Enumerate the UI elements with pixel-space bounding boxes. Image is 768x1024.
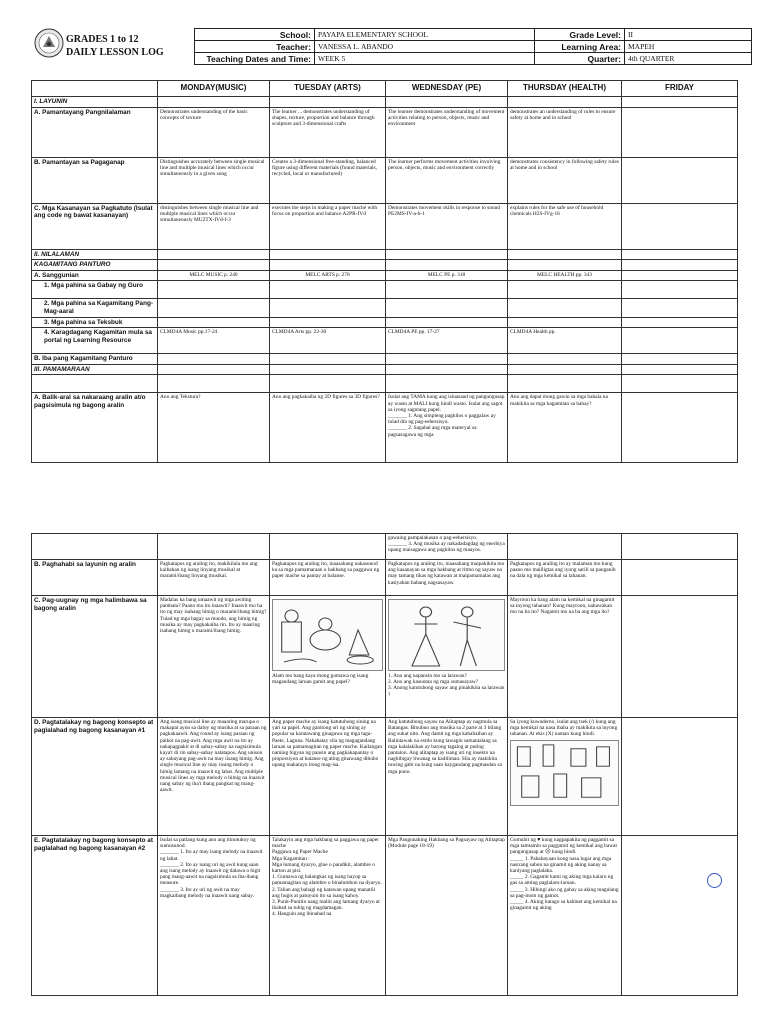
cell-balik-tue: Ano ang pagkakaiba ng 2D figures sa 3D figures? — [270, 393, 386, 463]
section-layunin: I. LAYUNIN — [32, 97, 158, 108]
cell-b-thu: demonstrates consistency in following safety rules at home and in school — [508, 157, 622, 203]
corner-cell — [32, 81, 158, 97]
cell-balik-wed: Isulat ang TAMA kung ang isinasaad ng pangungusap ay wasto at MALI kung hindi wasto. Isulat ang sagot sa iyong sagutang papel. _______ 1. Ang simpleng pagkilos o paggalaw ay tulad din ng pag-eehersisyo. _______ 2. Sagabal ang mga materyal sa pagsasagawa ng mga — [386, 393, 508, 463]
teacher-value: VANESSA L. ABANDO — [315, 41, 535, 53]
row-b-label: B. Pamantayan sa Pagaganap — [32, 157, 158, 203]
cell-sang-mon: MELC MUSIC p. 240 — [158, 270, 270, 281]
cell-paguugnay-wed: 1. Ano ang napansin mo sa larawan? 2. Ano ang kasuotan ng mga sumasayaw? 3. Anong katutubong sayaw ang pinakikita sa larawan ? — [388, 673, 505, 698]
cell-r4-mon: CLMD4A Music pp.17-24 — [158, 328, 270, 354]
lesson-log-table-page1 — [31, 80, 738, 463]
cell-paghahabi-thu: Pagkatapos ng araling ito ay malaman mo kung paano mo maiiligtas ang iyong sarili sa panganib na dala ng mga kemikal sa tahanan. — [508, 560, 622, 596]
cell-b-wed: The learner performs movement activities involving person, objects, music and environment correctly — [386, 157, 508, 203]
cell-paguugnay-tue: Alam mo bang kaya mong gumawa ng isang magandang laruan gamit ang papel? — [272, 673, 369, 686]
cell-e-mon: Isulat sa patlang kung ano ang itinutukoy ng sumusunod. _______ 1. Ito ay may isang melody na inaawit ng lahat. _______ 2. Ito ay isang uri ng awit kung saan ang isang melody ay inaawit ng dalawa o higit pang mang-aawit na nagsisimula sa iba-ibang measure. _______ 3. Ito ay uri ng awit na may magkaibang melody na inaawit nang sabay. — [158, 836, 270, 996]
document-title — [66, 33, 164, 59]
area-value: MAPEH — [625, 41, 752, 53]
cell-sang-fri — [622, 270, 738, 281]
cell-e-tue: Talakayin ang mga hakbang sa paggawa ng paper mache Paggawa ng Paper Mache Mga Kagamitan : Mga lumang dyaryo, glue o pandikit, alambre o karton at pisi. 1. Gumawa ng balangkas ng isang hayop sa pamamagitan ng alambre o binalumbon na dyaryo. 2. Talian ang bahagi ng katawan upang manatili ang hugis at patuyuin ito sa isang kahoy. 3. Punit-Punitin nang maliit ang lamang dyaryo at ibabad sa tubig ng magdamagan. 4. Hanguin ang ibinabad na — [270, 836, 386, 996]
alitaptap-dancers-image — [388, 599, 505, 671]
school-value: PAYAPA ELEMENTARY SCHOOL — [315, 29, 535, 41]
household-chemicals-image — [510, 740, 619, 806]
cell-a-mon: Demonstrates understanding of the basic concepts of texture — [158, 107, 270, 157]
cell-paghahabi-fri — [622, 560, 738, 596]
row-d-label: D. Pagtatalakay ng bagong konsepto at paglalahad ng bagong kasanayan #1 — [32, 718, 158, 836]
cell-paguugnay-mon: Madalas ka bang umaawit ng mga awiting pambata? Paano mo ito inaawit? Inaawit mo ba ito ng may isahang himig o marami/ibang himig? Tulad ng mga bagay sa mundo, ang himig ng musika ay may pagkakaiba rin. Ito ay maaring isahang himig o marami/ibang himig. — [158, 596, 270, 718]
cell-e-fri — [622, 836, 738, 996]
quarter-label: Quarter: — [535, 53, 625, 65]
cell-d-tue: Ang paper mache ay isang katutubong sining na yari sa papel. Ang ganitong uri ng sining ay popular sa karatawang ginagawa ng mga taga-Paete, Laguna. Nakabatay sila ng magagandang laruan sa pamamagitan ng paper mache. Kailangan naming bigyan ng pansin ang pagkakapantay o proporsiyon at balanse ng ating ginawang dibuho upang makatayo itong mag-isa. — [270, 718, 386, 836]
annotation-circle-icon — [707, 873, 722, 888]
title-line-2: DAILY LESSON LOG — [66, 47, 164, 58]
cell-r4-wed: CLMD4A PE pp. 17-27 — [386, 328, 508, 354]
cell-paghahabi-mon: Pagkatapos ng araling ito, makikilala mo ang kaibahan ng isang linyang musikal at marami/ibang linyang musikal. — [158, 560, 270, 596]
cell-paguugnay-thu: Mayroon ka bang alam na kemikal na ginagamit sa inyong tahanan? Kung mayroon, nahawakan mo na ba ito? Nagamit mo na ba ang mga ito? — [508, 596, 622, 718]
cell-b-fri — [622, 157, 738, 203]
deped-seal-icon — [34, 28, 64, 58]
row-a-label: A. Pamantayang Pangnilalaman — [32, 107, 158, 157]
cell-paghahabi-wed: Pagkatapos ng araling ito, inaasahang maipakikita mo ang kasanayan sa mga hakbang at ritmo ng sayaw na may tamang tikas ng katawan at maipamamalas ang kasiyahan habang nagsasayaw. — [386, 560, 508, 596]
row-4-label: 4. Karagdagang Kagamitan mula sa portal ng Learning Resource — [32, 328, 158, 354]
cell-a-tue: The learner ... demonstrates understanding of shapes, texture, proportion and balance through sculpture and 3-dimensional crafts — [270, 107, 386, 157]
row-3-label: 3. Mga pahina sa Teksbuk — [32, 317, 158, 328]
teacher-label: Teacher: — [195, 41, 315, 53]
cell-r4-fri — [622, 328, 738, 354]
cell-c-thu: explains rules for the safe use of household chemicals H2S-IVg-16 — [508, 203, 622, 249]
paper-mache-toys-image — [272, 599, 383, 671]
header-info-table — [194, 28, 752, 65]
col-tuesday: TUESDAY (ARTS) — [270, 81, 386, 97]
dates-label: Teaching Dates and Time: — [195, 53, 315, 65]
row-1-label: 1. Mga pahina sa Gabay ng Guro — [32, 281, 158, 299]
row-e-label: E. Pagtatalakay ng bagong konsepto at paglalahad ng bagong kasanayan #2 — [32, 836, 158, 996]
grade-value: II — [625, 29, 752, 41]
grade-label: Grade Level: — [535, 29, 625, 41]
row-sanggunian-label: A. Sanggunian — [32, 270, 158, 281]
section-kagamitang: KAGAMITANG PANTURO — [32, 260, 158, 271]
cell-paghahabi-tue: Pagkatapos ng araling ito, inaasahang nakasunod ka sa mga pamamaraan o hakbang sa paggawa ng paper mache sa pantay at balanse. — [270, 560, 386, 596]
cell-sang-tue: MELC ARTS p. 278 — [270, 270, 386, 281]
cell-c-tue: executes the steps in making a paper maché with focus on proportion and balance A2PR-IVd — [270, 203, 386, 249]
cell-b-mon: Distinguishes accurately between single musical line and multiple musical lines which occur simultaneously in a given song — [158, 157, 270, 203]
col-thursday: THURSDAY (HEALTH) — [508, 81, 622, 97]
cell-cont-wed: gawaing pampalakasan o pag-eehersisyo. _______ 3. Ang musika ay nakadadagdag ng enerhiya upang maisagawa ang pagkilos ng maayos. — [386, 534, 508, 560]
col-friday: FRIDAY — [622, 81, 738, 97]
cell-sang-wed: MELC PE p. 318 — [386, 270, 508, 281]
cell-a-thu: demonstrates an understanding of rules to ensure safety at home and in school — [508, 107, 622, 157]
quarter-value: 4th QUARTER — [625, 53, 752, 65]
dates-value: WEEK 5 — [315, 53, 535, 65]
school-label: School: — [195, 29, 315, 41]
cell-e-wed: Mga Pangunahing Hakbang sa Pagsayaw ng Alitaptap (Module page 18-19) — [386, 836, 508, 996]
cell-d-mon: Ang isang musical line ay maaaring marupa o makapal ayon sa daloy ng musika at sa paraan ng pagkakaawit. Ang round ay isang paraan ng paikot na pag-awit. Ang mga awit na ito ay nakapagpakit at di sabay-sabay na nagsisimula kaya't di rin sabay-sabay natatapos. Ang unison ay sabayang pag-awit na may iisang himig. Ang single musical line ay may iisang melody o himig lamang na inaawit ng lahat. Ang multiple musical lines ay mga melody o himig na inaawit nang sabay ng iba't ibang pangkat ng mang-aawit. — [158, 718, 270, 836]
section-pamamaraan: III. PAMAMARAAN — [32, 364, 158, 375]
cell-d-fri — [622, 718, 738, 836]
cell-r4-tue: CLMD4A Arts pp. 22-30 — [270, 328, 386, 354]
col-wednesday: WEDNESDAY (PE) — [386, 81, 508, 97]
section-nilalaman: II. NILALAMAN — [32, 249, 158, 260]
cell-balik-fri — [622, 393, 738, 463]
col-monday: MONDAY(MUSIC) — [158, 81, 270, 97]
title-line-1: GRADES 1 to 12 — [66, 34, 139, 45]
cell-e-thu: Gumuhit ng ♥ kung nagpapakita ng paggamit sa mga tamtamin sa paggamit ng kemikal ang bawat pangungusap at ☹ kung hindi. _____ 1. Pababayaan kong nasa lugar ang mga nasirang sabon na ginamit ng aking nanay sa kaniyang paglalaba. _____ 2. Gagamit kami ng aking mga kalaro ng gas sa aming paglalaro-laruan. _____ 3. Hihingi ako ng gabay sa aking magulang sa pag-inom ng gamot. _____ 4. Aking itatago sa kabinet ang kemikal na ginagamit ng aking — [508, 836, 622, 996]
row-paghahabi-label: B. Paghahabi sa layunin ng aralin — [32, 560, 158, 596]
cell-c-fri — [622, 203, 738, 249]
row-balik-label: A. Balik-aral sa nakaraang aralin at/o pagsisimula ng bagong aralin — [32, 393, 158, 463]
lesson-log-table-page2 — [31, 533, 738, 996]
row-iba-label: B. Iba pang Kagamitang Panturo — [32, 354, 158, 365]
cell-balik-mon: Ano ang Tekstura? — [158, 393, 270, 463]
cell-paguugnay-fri — [622, 596, 738, 718]
cell-sang-thu: MELC HEALTH pp. 343 — [508, 270, 622, 281]
row-c-label: C. Mga Kasanayan sa Pagkatuto (Isulat ang code ng bawat kasanayan) — [32, 203, 158, 249]
row-2-label: 2. Mga pahina sa Kagamitang Pang-Mag-aaral — [32, 299, 158, 317]
cell-a-wed: The learner demonstrates understanding of movement activities relating to person, objects, music and environment — [386, 107, 508, 157]
cell-balik-thu: Ano ang dapat mong gawin sa mga bahala na makikita sa mga kagamitan sa bahay? — [508, 393, 622, 463]
cell-b-tue: Creates a 3-dimensional free-standing, balanced figure using different materials (found materials, recycled, local or manufactured) — [270, 157, 386, 203]
cell-d-thu: Sa iyong kuwaderno, isulat ang tsek (/) kung ang mga kemikal na nasa ibaba ay makikita sa inyong tahanan. At ekis (X) naman kung hindi. — [510, 719, 618, 738]
cell-d-wed: Ang katutubong sayaw na Alitaptap ay nagmula sa Batangas. Binubuo ang musika sa 2 parte at 3 bilang ang sukat nito. Ang damit ng mga kababaihan ay Balintawak na estilo kung tawagin samantalang sa mga kalalakihan ay barong tagalog at puting pantalon. Ang alitaptap ay isang uri ng insekto na nagbibigay liwanag sa kadiliman. Sila ay makikita tuwing gabi na kung saan kaygandang pagmasdan sa mga puno. — [386, 718, 508, 836]
area-label: Learning Area: — [535, 41, 625, 53]
cell-c-mon: distinguishes between single musical line and multiple musical lines which occur simultaneously MU2TX-IVd-f-3 — [158, 203, 270, 249]
cell-c-wed: Demonstrates movement skills in response to sound PE2MS-IV-a-h-1 — [386, 203, 508, 249]
cell-r4-thu: CLMD4A Health pp. — [508, 328, 622, 354]
cell-a-fri — [622, 107, 738, 157]
row-paguugnay-label: C. Pag-uugnay ng mga halimbawa sa bagong aralin — [32, 596, 158, 718]
